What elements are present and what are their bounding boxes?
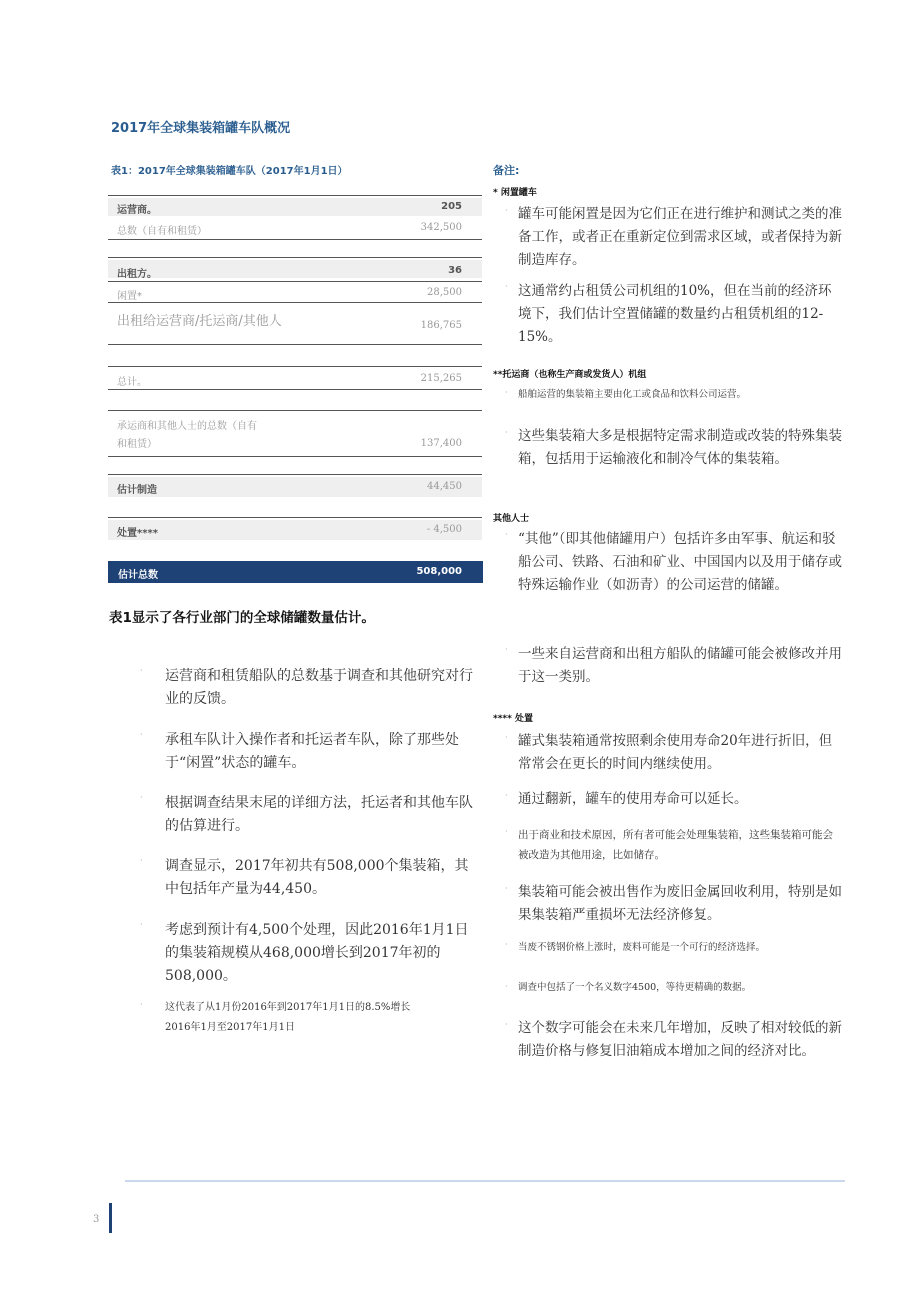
bullet-marker: · <box>505 827 508 836</box>
list-item: 这个数字可能会在未来几年增加，反映了相对较低的新制造价格与修复旧油箱成本增加之间的经济对比。 <box>518 1020 842 1059</box>
list-item: “其他”（即其他储罐用户）包括许多由军事、航运和驳船公司、铁路、石油和矿业、中国国内以及用于储存或特殊运输作业（如沥青）的公司运营的储罐。 <box>518 531 842 593</box>
section-heading: **** 处置 <box>493 714 533 724</box>
list-item: 调查中包括了一个名义数字4500，等待更精确的数据。 <box>518 982 752 993</box>
section-heading: 其他人士 <box>493 514 530 524</box>
bullet-marker: · <box>505 388 508 397</box>
list-item: 这些集装箱大多是根据特定需求制造或改装的特殊集装箱，包括用于运输液化和制冷气体的集装箱。 <box>518 428 842 467</box>
bullet-marker: · <box>505 530 508 539</box>
bullet-marker: · <box>140 920 143 929</box>
list-item: 这通常约占租赁公司机组的10%，但在当前的经济环境下，我们估计空置储罐的数量约占租赁机组的12-15%。 <box>518 283 832 345</box>
list-item: 船舶运营的集装箱主要由化工或食品和饮料公司运营。 <box>518 389 747 400</box>
bullet-marker: · <box>505 791 508 800</box>
bullet-marker: · <box>505 1020 508 1029</box>
bullet-marker: · <box>140 856 143 865</box>
bullet-marker: · <box>140 793 143 802</box>
list-item: 集装箱可能会被出售作为废旧金属回收利用，特别是如果集装箱严重损坏无法经济修复。 <box>518 884 842 923</box>
bullet-marker: · <box>505 982 508 991</box>
list-item: 当废不锈钢价格上涨时，废料可能是一个可行的经济选择。 <box>518 942 766 953</box>
summary-heading: 表1显示了各行业部门的全球储罐数量估计。 <box>109 610 375 626</box>
bullet-marker: · <box>505 733 508 742</box>
list-item: 一些来自运营商和出租方船队的储罐可能会被修改并用于这一类别。 <box>518 646 842 685</box>
bullet-marker: · <box>140 666 143 675</box>
grand-total-row: 估计总数 508,000 <box>108 561 483 583</box>
page-number: 3 <box>93 1214 100 1225</box>
bullet-marker: · <box>505 206 508 215</box>
bullet-marker: · <box>505 884 508 893</box>
list-item: 罐车可能闲置是因为它们正在进行维护和测试之类的准备工作，或者正在重新定位到需求区域，或者保持为新制造库存。 <box>518 206 842 268</box>
notes-title: 备注: <box>493 164 520 177</box>
bullet-marker: · <box>140 1000 143 1009</box>
page-number-bar <box>109 1203 112 1233</box>
section-heading: * 闲置罐车 <box>493 188 537 198</box>
section-heading: **托运商（也称生产商或发货人）机组 <box>493 370 647 380</box>
list-item: 考虑到预计有4,500个处理，因此2016年1月1日的集装箱规模从468,000增长到2017年初的508,000。 <box>165 922 469 984</box>
page-title: 2017年全球集装箱罐车队概况 <box>111 121 291 136</box>
list-item: 2016年1月至2017年1月1日 <box>165 1022 295 1033</box>
table-caption: 表1：2017年全球集装箱罐车队（2017年1月1日） <box>111 166 348 177</box>
list-item: 运营商和租赁船队的总数基于调查和其他研究对行业的反馈。 <box>165 668 473 707</box>
list-item: 这代表了从1月份2016年到2017年1月1日的8.5%增长 <box>165 1002 411 1013</box>
bullet-marker: · <box>505 428 508 437</box>
list-item: 通过翻新，罐车的使用寿命可以延长。 <box>518 791 748 807</box>
footer-divider <box>125 1180 845 1182</box>
bullet-marker: · <box>505 645 508 654</box>
list-item: 调查显示，2017年初共有508,000个集装箱，其中包括年产量为44,450。 <box>165 858 469 897</box>
bullet-marker: · <box>505 282 508 291</box>
list-item: 罐式集装箱通常按照剩余使用寿命20年进行折旧，但常常会在更长的时间内继续使用。 <box>518 733 833 772</box>
list-item: 承租车队计入操作者和托运者车队，除了那些处于“闲置”状态的罐车。 <box>165 732 459 771</box>
list-item: 出于商业和技术原因，所有者可能会处理集装箱，这些集装箱可能会被改造为其他用途，比如储存。 <box>518 829 833 861</box>
list-item: 根据调查结果末尾的详细方法，托运者和其他车队的估算进行。 <box>165 795 473 834</box>
bullet-marker: · <box>140 730 143 739</box>
bullet-marker: · <box>505 940 508 949</box>
